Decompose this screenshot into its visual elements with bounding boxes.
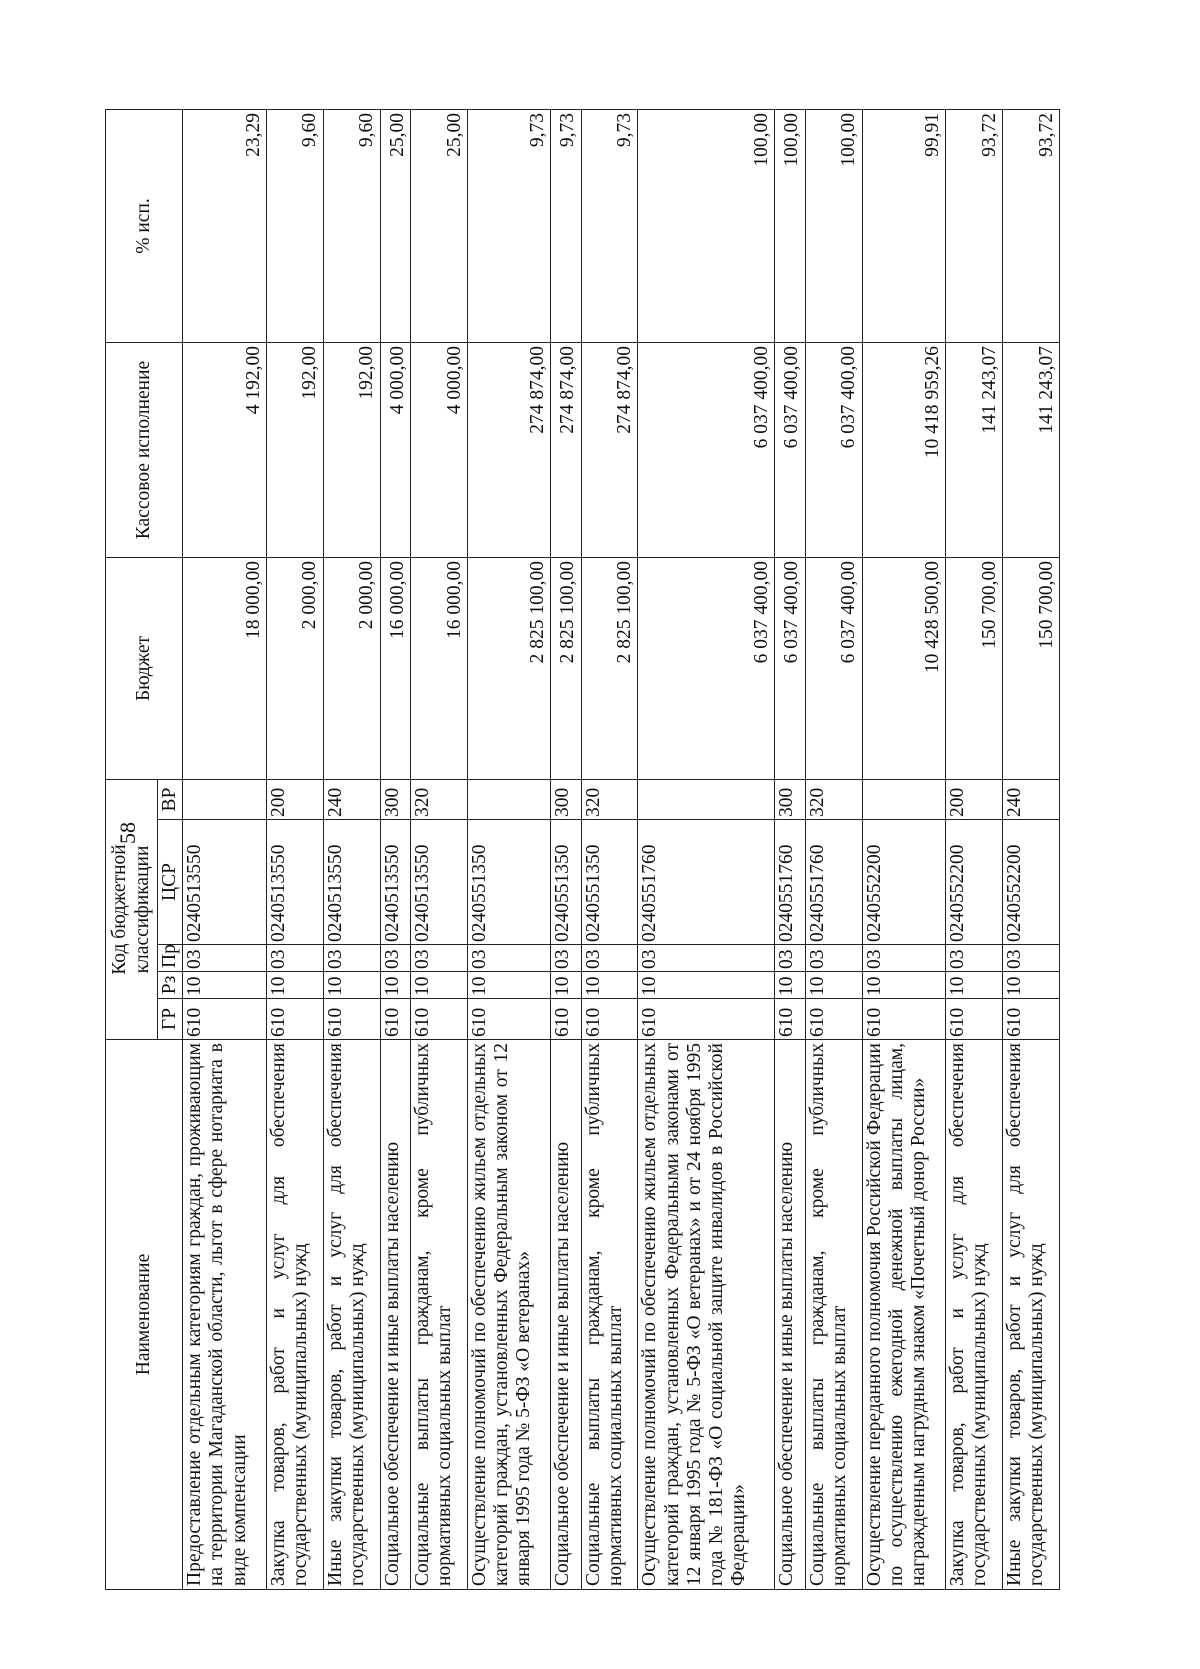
row-vr: 320 bbox=[410, 780, 467, 820]
table-row bbox=[467, 110, 551, 1590]
row-cash: 141 243,07 bbox=[1002, 343, 1059, 558]
row-budget: 10 428 500,00 bbox=[862, 558, 946, 780]
row-gr: 610 bbox=[410, 999, 467, 1040]
table-row bbox=[380, 110, 410, 1590]
row-csr: 0240513550 bbox=[323, 820, 380, 945]
row-csr: 0240513550 bbox=[266, 820, 323, 945]
row-gr: 610 bbox=[862, 999, 946, 1040]
row-rz: 10 bbox=[380, 972, 410, 999]
row-gr: 610 bbox=[183, 999, 267, 1040]
table-row bbox=[862, 110, 946, 1590]
header-vr: ВР bbox=[158, 780, 183, 820]
table-row bbox=[1002, 110, 1059, 1590]
row-name: Закупка товаров, работ и услуг для обеспечения государственных (муниципальных) нужд bbox=[946, 1040, 1003, 1590]
row-csr: 0240552200 bbox=[862, 820, 946, 945]
row-pr: 03 bbox=[775, 945, 805, 972]
table-row bbox=[410, 110, 467, 1590]
row-pr: 03 bbox=[467, 945, 551, 972]
row-pr: 03 bbox=[1002, 945, 1059, 972]
row-csr: 0240551760 bbox=[775, 820, 805, 945]
row-csr: 0240513550 bbox=[380, 820, 410, 945]
row-gr: 610 bbox=[467, 999, 551, 1040]
row-budget: 6 037 400,00 bbox=[805, 558, 862, 780]
page-number: 58 bbox=[115, 822, 140, 844]
row-rz: 10 bbox=[946, 972, 1003, 999]
header-row-1 bbox=[106, 110, 158, 1590]
table-body bbox=[183, 110, 1060, 1590]
row-pct: 100,00 bbox=[775, 110, 805, 343]
row-vr: 200 bbox=[266, 780, 323, 820]
row-name: Иные закупки товаров, работ и услуг для обеспечения государственных (муниципальных) нужд bbox=[323, 1040, 380, 1590]
row-pct: 93,72 bbox=[1002, 110, 1059, 343]
row-pct: 100,00 bbox=[638, 110, 775, 343]
row-rz: 10 bbox=[775, 972, 805, 999]
row-rz: 10 bbox=[638, 972, 775, 999]
row-pr: 03 bbox=[323, 945, 380, 972]
row-pr: 03 bbox=[266, 945, 323, 972]
row-csr: 0240551350 bbox=[551, 820, 581, 945]
row-name: Социальное обеспечение и иные выплаты населению bbox=[775, 1040, 805, 1590]
row-rz: 10 bbox=[266, 972, 323, 999]
row-pct: 9,73 bbox=[581, 110, 638, 343]
row-pr: 03 bbox=[551, 945, 581, 972]
row-pr: 03 bbox=[638, 945, 775, 972]
row-vr bbox=[183, 780, 267, 820]
row-name: Предоставление отдельным категориям граждан, проживающим на территории Магаданской области, льгот в сфере нотариата в виде компенсации bbox=[183, 1040, 267, 1590]
row-vr: 240 bbox=[1002, 780, 1059, 820]
row-budget: 6 037 400,00 bbox=[775, 558, 805, 780]
row-pct: 9,73 bbox=[551, 110, 581, 343]
row-cash: 192,00 bbox=[323, 343, 380, 558]
header-budget: Бюджет bbox=[106, 558, 183, 780]
row-pr: 03 bbox=[946, 945, 1003, 972]
row-vr bbox=[862, 780, 946, 820]
row-budget: 2 825 100,00 bbox=[581, 558, 638, 780]
row-gr: 610 bbox=[380, 999, 410, 1040]
row-pct: 100,00 bbox=[805, 110, 862, 343]
row-gr: 610 bbox=[551, 999, 581, 1040]
row-cash: 6 037 400,00 bbox=[638, 343, 775, 558]
row-name: Социальные выплаты гражданам, кроме публичных нормативных социальных выплат bbox=[581, 1040, 638, 1590]
row-gr: 610 bbox=[266, 999, 323, 1040]
header-rz: Рз bbox=[158, 972, 183, 999]
row-budget: 16 000,00 bbox=[380, 558, 410, 780]
row-budget: 6 037 400,00 bbox=[638, 558, 775, 780]
row-vr bbox=[467, 780, 551, 820]
row-pct: 25,00 bbox=[410, 110, 467, 343]
row-pct: 99,91 bbox=[862, 110, 946, 343]
row-name: Социальное обеспечение и иные выплаты населению bbox=[551, 1040, 581, 1590]
row-cash: 141 243,07 bbox=[946, 343, 1003, 558]
row-name: Социальные выплаты гражданам, кроме публичных нормативных социальных выплат bbox=[410, 1040, 467, 1590]
table-row bbox=[551, 110, 581, 1590]
row-budget: 2 000,00 bbox=[323, 558, 380, 780]
row-budget: 150 700,00 bbox=[1002, 558, 1059, 780]
row-pct: 23,29 bbox=[183, 110, 267, 343]
rotated-table-container bbox=[105, 110, 1060, 1590]
row-name: Социальное обеспечение и иные выплаты населению bbox=[380, 1040, 410, 1590]
row-gr: 610 bbox=[775, 999, 805, 1040]
header-gr: ГР bbox=[158, 999, 183, 1040]
row-vr: 300 bbox=[551, 780, 581, 820]
row-vr: 200 bbox=[946, 780, 1003, 820]
row-pr: 03 bbox=[183, 945, 267, 972]
row-cash: 4 000,00 bbox=[380, 343, 410, 558]
row-name: Закупка товаров, работ и услуг для обеспечения государственных (муниципальных) нужд bbox=[266, 1040, 323, 1590]
row-cash: 274 874,00 bbox=[551, 343, 581, 558]
row-budget: 18 000,00 bbox=[183, 558, 267, 780]
row-csr: 0240551350 bbox=[581, 820, 638, 945]
row-rz: 10 bbox=[467, 972, 551, 999]
row-rz: 10 bbox=[551, 972, 581, 999]
row-csr: 0240513550 bbox=[183, 820, 267, 945]
row-budget: 2 825 100,00 bbox=[467, 558, 551, 780]
header-code-group: Код бюджетной классификации bbox=[106, 780, 158, 1040]
row-vr: 240 bbox=[323, 780, 380, 820]
row-cash: 10 418 959,26 bbox=[862, 343, 946, 558]
header-csr: ЦСР bbox=[158, 820, 183, 945]
row-rz: 10 bbox=[805, 972, 862, 999]
row-name: Осуществление полномочий по обеспечению жильем отдельных категорий граждан, установленных Федеральным законом от 12 января 1995 года № 5-ФЗ «О ветеранах» bbox=[467, 1040, 551, 1590]
header-pct: % исп. bbox=[106, 110, 183, 343]
row-cash: 274 874,00 bbox=[467, 343, 551, 558]
table-row bbox=[323, 110, 380, 1590]
row-csr: 0240552200 bbox=[1002, 820, 1059, 945]
row-gr: 610 bbox=[323, 999, 380, 1040]
row-vr: 320 bbox=[805, 780, 862, 820]
row-vr: 320 bbox=[581, 780, 638, 820]
row-pr: 03 bbox=[581, 945, 638, 972]
row-name: Социальные выплаты гражданам, кроме публичных нормативных социальных выплат bbox=[805, 1040, 862, 1590]
row-csr: 0240551760 bbox=[638, 820, 775, 945]
row-cash: 4 000,00 bbox=[410, 343, 467, 558]
row-rz: 10 bbox=[1002, 972, 1059, 999]
table-row bbox=[946, 110, 1003, 1590]
header-cash: Кассовое исполнение bbox=[106, 343, 183, 558]
row-rz: 10 bbox=[323, 972, 380, 999]
row-cash: 192,00 bbox=[266, 343, 323, 558]
row-pr: 03 bbox=[410, 945, 467, 972]
header-pr: Пр bbox=[158, 945, 183, 972]
row-pct: 93,72 bbox=[946, 110, 1003, 343]
row-pct: 9,60 bbox=[266, 110, 323, 343]
budget-execution-table bbox=[105, 109, 1060, 1590]
row-gr: 610 bbox=[805, 999, 862, 1040]
table-row bbox=[581, 110, 638, 1590]
row-csr: 0240552200 bbox=[946, 820, 1003, 945]
row-budget: 150 700,00 bbox=[946, 558, 1003, 780]
row-pct: 9,73 bbox=[467, 110, 551, 343]
row-gr: 610 bbox=[581, 999, 638, 1040]
row-pr: 03 bbox=[862, 945, 946, 972]
row-pr: 03 bbox=[380, 945, 410, 972]
row-vr bbox=[638, 780, 775, 820]
row-cash: 6 037 400,00 bbox=[805, 343, 862, 558]
row-cash: 4 192,00 bbox=[183, 343, 267, 558]
row-pct: 25,00 bbox=[380, 110, 410, 343]
row-cash: 274 874,00 bbox=[581, 343, 638, 558]
row-rz: 10 bbox=[862, 972, 946, 999]
table-row bbox=[183, 110, 267, 1590]
table-row bbox=[775, 110, 805, 1590]
row-rz: 10 bbox=[183, 972, 267, 999]
row-gr: 610 bbox=[1002, 999, 1059, 1040]
table-row bbox=[805, 110, 862, 1590]
row-vr: 300 bbox=[775, 780, 805, 820]
table-row bbox=[266, 110, 323, 1590]
row-vr: 300 bbox=[380, 780, 410, 820]
row-budget: 2 825 100,00 bbox=[551, 558, 581, 780]
row-name: Осуществление полномочий по обеспечению жильем отдельных категорий граждан, установленных Федеральными законами от 12 января 1995 года № 5-ФЗ «О ветеранах» и от 24 ноября 1995 года № 181-ФЗ «О социальной защите инвалидов в Российской Федерации» bbox=[638, 1040, 775, 1590]
header-name: Наименование bbox=[106, 1040, 183, 1590]
row-name: Осуществление переданного полномочия Российской Федерации по осуществлению ежегодной денежной выплаты лицам, награжденным нагрудным знаком «Почетный донор России» bbox=[862, 1040, 946, 1590]
row-cash: 6 037 400,00 bbox=[775, 343, 805, 558]
table-row bbox=[638, 110, 775, 1590]
row-pr: 03 bbox=[805, 945, 862, 972]
row-rz: 10 bbox=[410, 972, 467, 999]
row-gr: 610 bbox=[638, 999, 775, 1040]
row-csr: 0240513550 bbox=[410, 820, 467, 945]
row-rz: 10 bbox=[581, 972, 638, 999]
row-gr: 610 bbox=[946, 999, 1003, 1040]
row-csr: 0240551350 bbox=[467, 820, 551, 945]
row-budget: 16 000,00 bbox=[410, 558, 467, 780]
row-csr: 0240551760 bbox=[805, 820, 862, 945]
row-name: Иные закупки товаров, работ и услуг для обеспечения государственных (муниципальных) нужд bbox=[1002, 1040, 1059, 1590]
row-pct: 9,60 bbox=[323, 110, 380, 343]
row-budget: 2 000,00 bbox=[266, 558, 323, 780]
